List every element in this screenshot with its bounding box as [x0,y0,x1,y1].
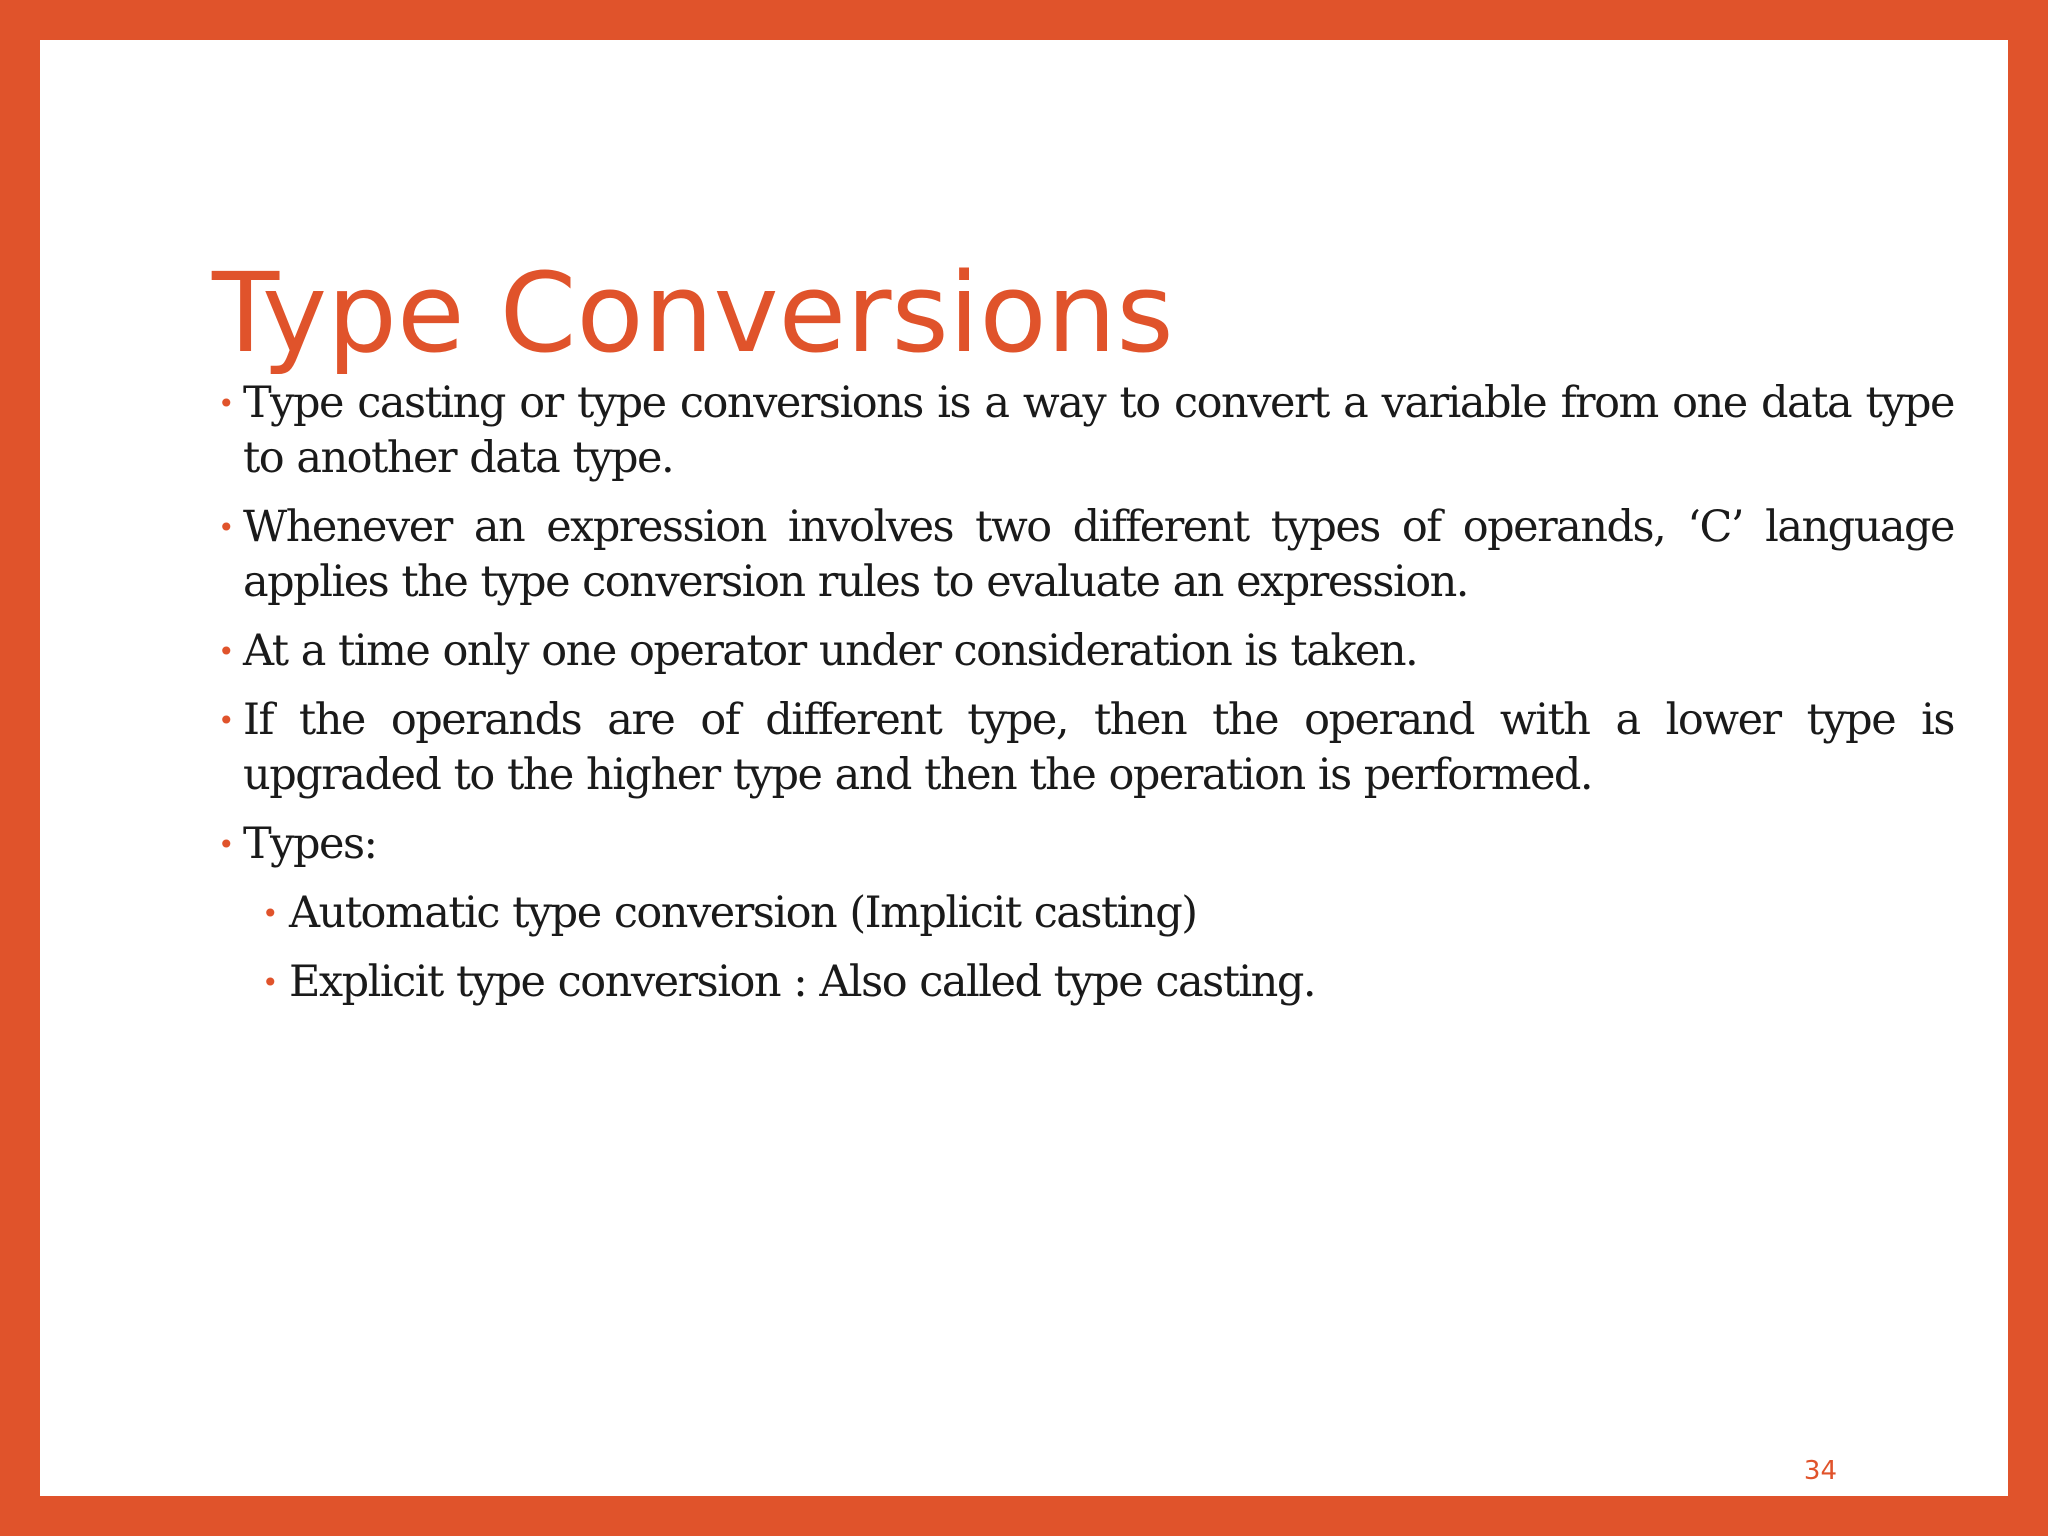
bullet-dot-icon: • [218,511,234,544]
bullet-item [200,624,1954,679]
slide-title: Type Conversions [212,249,1174,377]
bullet-item [200,376,1954,486]
bullet-text: If the operands are of different type, then the operand with a lower type is upgraded to the higher type and then the operation is performed. [243,695,1954,800]
sub-bullet-text: Explicit type conversion : Also called type casting. [289,957,1316,1007]
bullet-dot-icon: • [218,635,234,668]
bullet-text: Whenever an expression involves two different types of operands, ‘C’ language applies the type conversion rules to evaluate an expression. [243,502,1954,607]
page-number: 34 [1803,1456,1837,1486]
bullet-text: At a time only one operator under consideration is taken. [243,626,1418,676]
bullet-text: Type casting or type conversions is a way to convert a variable from one data type to another data type. [243,378,1954,483]
bullet-dot-icon: • [218,828,234,861]
sub-bullet-item [200,886,1954,941]
bullet-list [200,376,1954,1024]
bullet-item [200,500,1954,610]
bullet-dot-icon: • [262,897,278,930]
sub-bullet-item [200,955,1954,1010]
bullet-dot-icon: • [218,704,234,737]
bullet-dot-icon: • [218,387,234,420]
slide [40,40,2008,1496]
bullet-text: Types: [243,819,377,869]
sub-bullet-text: Automatic type conversion (Implicit casting) [289,888,1197,938]
bullet-item [200,817,1954,872]
bullet-item [200,693,1954,803]
bullet-dot-icon: • [262,966,278,999]
